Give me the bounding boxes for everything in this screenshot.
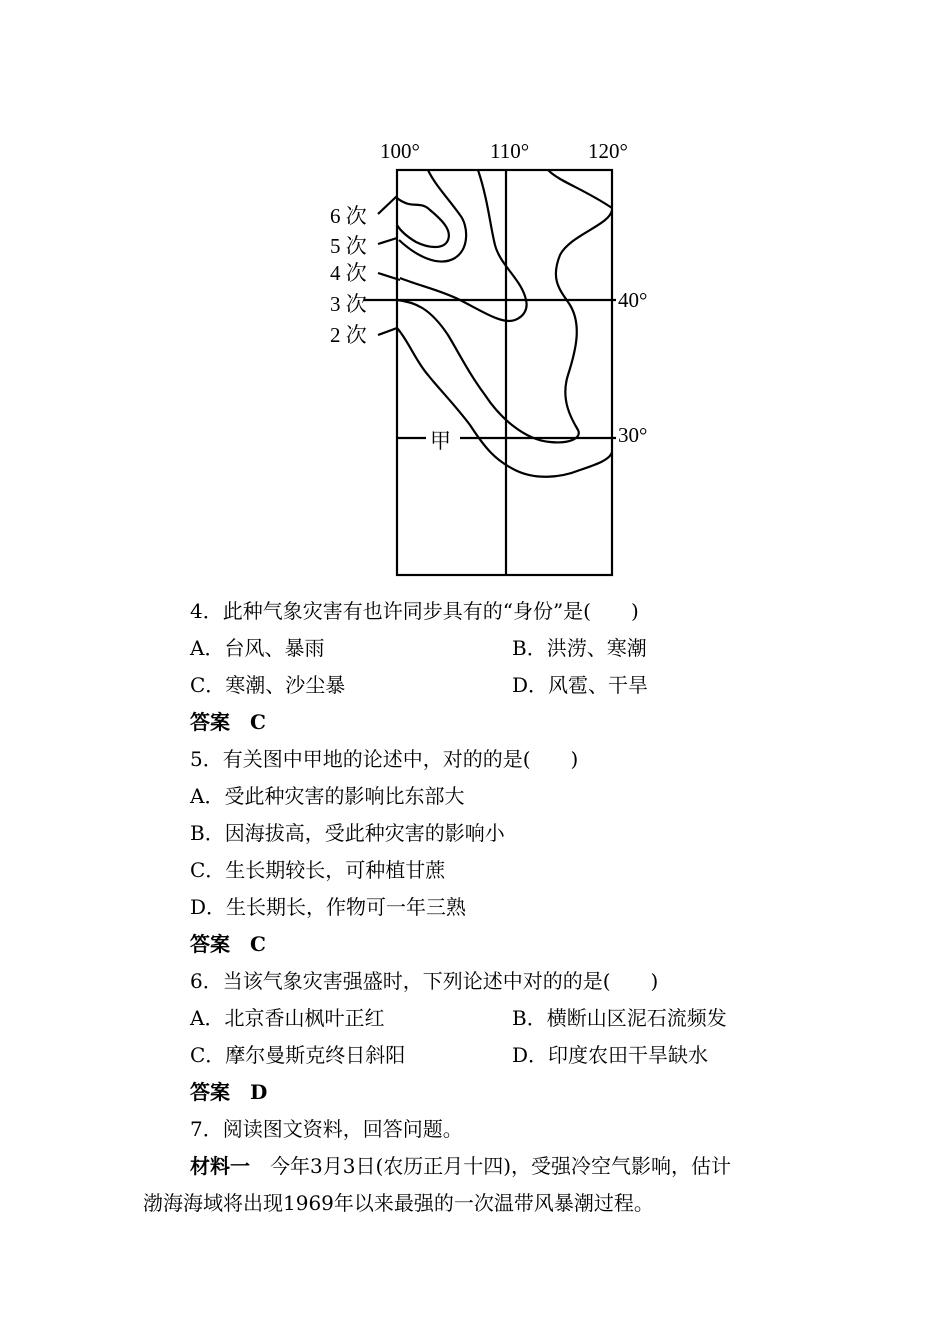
q4-option-b: B．洪涝、寒潮 (512, 636, 647, 660)
q4-option-a: A．台风、暴雨 (190, 636, 325, 660)
contour-label-4: 4 次 (330, 261, 367, 285)
lon-label-110: 110° (490, 139, 530, 163)
q4-option-d: D．风雹、干旱 (512, 673, 649, 697)
q5-option-b: B．因海拔高，受此种灾害的影响小 (190, 821, 505, 845)
q4-option-c: C．寒潮、沙尘暴 (190, 673, 346, 697)
leader-5 (378, 238, 397, 244)
contour-label-3: 3 次 (330, 292, 367, 316)
q5-option-c: C．生长期较长，可种植甘蔗 (190, 858, 446, 882)
lon-label-100: 100° (380, 139, 420, 163)
q7-material-text1: 今年3月3日(农历正月十四)，受强冷空气影响，估计 (250, 1154, 732, 1178)
contour-label-5: 5 次 (330, 234, 367, 258)
q4-stem: 4．此种气象灾害有也许同步具有的“身份”是( ) (190, 599, 639, 623)
q6-option-a: A．北京香山枫叶正红 (190, 1006, 385, 1030)
contour-3 (397, 210, 612, 442)
q7-material-line2: 渤海海域将出现1969年以来最强的一次温带风暴潮过程。 (143, 1191, 654, 1215)
place-label-jia: 甲 (430, 429, 451, 453)
q6-option-b: B．横断山区泥石流频发 (512, 1006, 727, 1030)
q5-answer: 答案 C (190, 932, 266, 956)
leader-2 (378, 328, 397, 335)
q4-answer: 答案 C (190, 710, 266, 734)
q5-option-d: D．生长期长，作物可一年三熟 (190, 895, 467, 919)
lat-label-30: 30° (618, 423, 648, 447)
lon-label-120: 120° (588, 139, 628, 163)
map-frame (397, 170, 612, 575)
q7-material-line1 (190, 1153, 731, 1179)
contour-label-6: 6 次 (330, 204, 367, 228)
q7-material-label: 材料一 (190, 1154, 250, 1178)
contour-label-2: 2 次 (330, 323, 367, 347)
q6-option-c: C．摩尔曼斯克终日斜阳 (190, 1043, 406, 1067)
leader-6 (378, 196, 397, 214)
contour-6 (397, 198, 449, 247)
q6-option-d: D．印度农田干旱缺水 (512, 1043, 709, 1067)
contour-map-figure (320, 130, 660, 580)
q6-stem: 6．当该气象灾害强盛时，下列论述中对的的是( ) (190, 969, 659, 993)
lat-label-40: 40° (618, 288, 648, 312)
contour-4 (400, 170, 527, 321)
q7-stem: 7．阅读图文资料，回答问题。 (190, 1117, 463, 1141)
q5-option-a: A．受此种灾害的影响比东部大 (190, 784, 465, 808)
q5-stem: 5．有关图中甲地的论述中，对的的是( ) (190, 747, 579, 771)
q6-answer: 答案 D (190, 1080, 268, 1104)
